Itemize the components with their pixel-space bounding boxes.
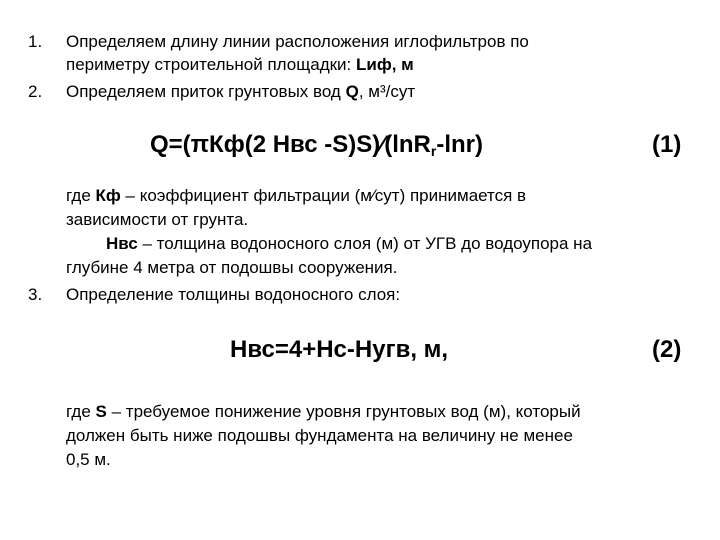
item-3-line: Определение толщины водоносного слоя: xyxy=(66,285,401,304)
explain-2-prefix: где xyxy=(66,402,96,421)
explain-1-definition: – коэффициент фильтрации (м⁄сут) принимается в xyxy=(120,186,527,205)
explain-1-line-1 xyxy=(66,184,526,207)
list-number-3: 3. xyxy=(28,285,43,304)
formula-1-main: Q=(πКф(2 Нвс -S)S)⁄(lnR xyxy=(150,131,431,158)
explain-1-term-kf: Кф xyxy=(95,186,121,205)
explain-1-term-nvs: Нвс xyxy=(106,234,138,253)
item-2-bold-term: Q xyxy=(345,82,359,101)
formula-2: Нвс=4+Нс-Нугв, м, xyxy=(230,336,449,363)
explain-2-definition: – требуемое понижение уровня грунтовых вод (м), который xyxy=(106,402,581,421)
explain-1-line-3 xyxy=(106,232,592,255)
equation-number-2: (2) xyxy=(652,336,682,363)
item-2-unit: , м³/сут xyxy=(358,82,416,101)
explain-2-line-3: 0,5 м. xyxy=(66,450,111,469)
item-1-line-1: Определяем длину линии расположения иглофильтров по xyxy=(66,32,529,51)
explain-2-term-s: S xyxy=(95,402,107,421)
list-number-1: 1. xyxy=(28,32,43,51)
item-1-text: периметру строительной площадки: xyxy=(66,55,356,74)
item-1-line-2 xyxy=(66,53,414,76)
item-2-text: Определяем приток грунтовых вод xyxy=(66,82,346,101)
item-2-line xyxy=(66,80,415,103)
explain-2-line-1 xyxy=(66,400,581,423)
list-number-2: 2. xyxy=(28,82,43,101)
formula-1-subscript: r xyxy=(430,143,437,159)
formula-1-tail: -lnr) xyxy=(436,131,483,158)
equation-number-1: (1) xyxy=(652,131,682,158)
explain-1-prefix: где xyxy=(66,186,96,205)
formula-1 xyxy=(150,131,483,159)
explain-1-nvs-definition: – толщина водоносного слоя (м) от УГВ до водоупора на xyxy=(137,234,593,253)
explain-2-line-2: должен быть ниже подошвы фундамента на величину не менее xyxy=(66,426,573,445)
item-1-bold-term: Lиф, м xyxy=(356,55,414,74)
explain-1-line-4: глубине 4 метра от подошвы сооружения. xyxy=(66,258,398,277)
explain-1-line-2: зависимости от грунта. xyxy=(66,210,249,229)
